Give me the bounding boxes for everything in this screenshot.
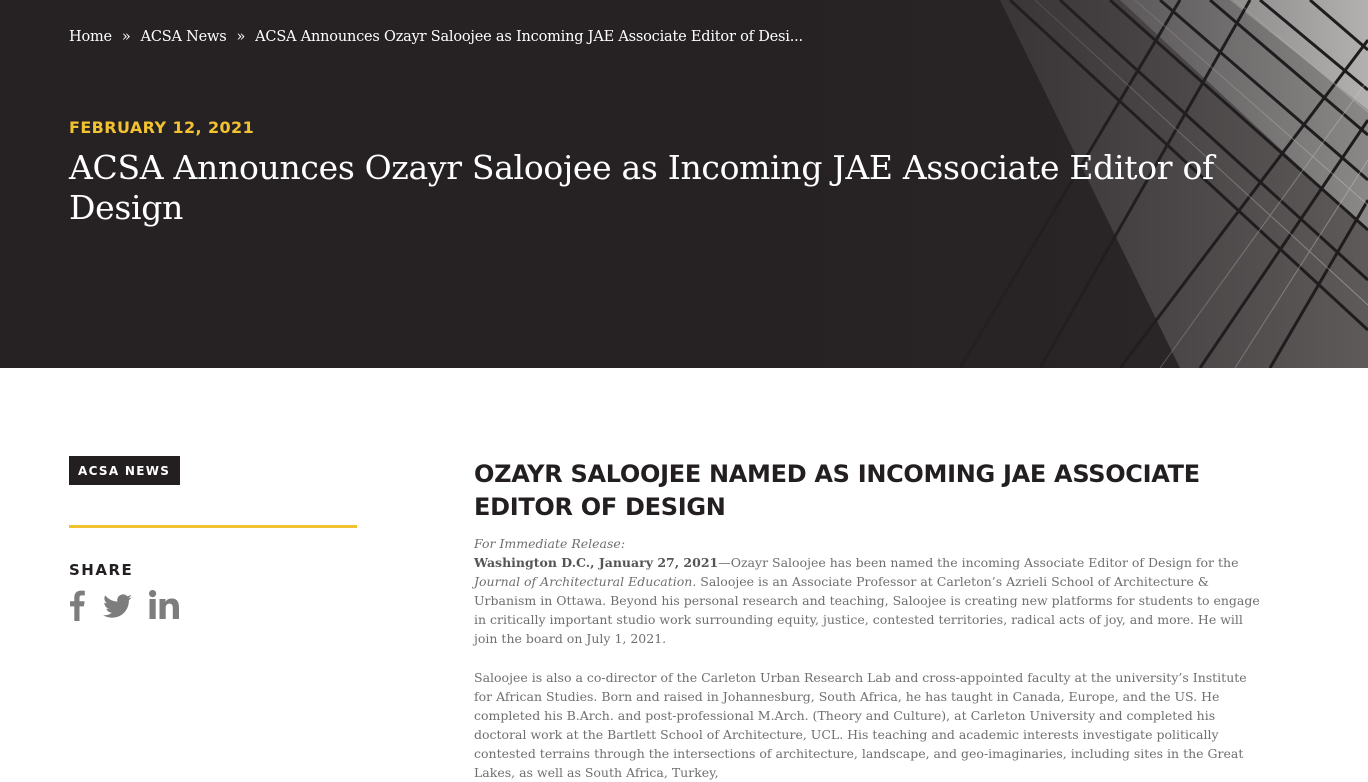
journal-title: Journal of Architectural Education	[474, 574, 693, 589]
article-paragraph: Saloojee is also a co-director of the Carleton Urban Research Lab and cross-appointed faculty at the university’s Institute for African Studies. Born and raised in Johannesburg, South Africa, he has taught in Canada, Europe, and the US. He completed his B.Arch. and post-professional M.Arch. (Theory and Culture), at Carleton University and completed his doctoral work at the Bartlett School of Architecture, UCL. His teaching and academic interests investigate politically contested terrains through the intersections of architecture, landscape, and geo-imaginaries, including sites in the Great Lakes, as well as South Africa, Turkey,	[474, 670, 1247, 780]
breadcrumb-separator: »	[236, 29, 246, 45]
paragraph-text: . Saloojee is an Associate Professor at Carleton’s Azrieli School of Architecture & Urbanism in Ottawa. Beyond his personal research and teaching, Saloojee is creating new platforms for students to engage in critically important studio work surrounding equity, justice, contested territories, radical acts of joy, and more. He will join the board on July 1, 2021.	[474, 574, 1260, 646]
twitter-icon	[102, 589, 133, 621]
breadcrumb-news-link[interactable]: ACSA News	[140, 29, 227, 45]
breadcrumb-current: ACSA Announces Ozayr Saloojee as Incoming JAE Associate Editor of Desi...	[255, 29, 803, 45]
article-body	[474, 456, 1264, 782]
dateline: Washington D.C., January 27, 2021	[474, 555, 719, 570]
article-heading: OZAYR SALOOJEE NAMED AS INCOMING JAE ASSOCIATE EDITOR OF DESIGN	[474, 460, 1200, 521]
linkedin-icon	[149, 589, 180, 621]
post-date: FEBRUARY 12, 2021	[69, 118, 255, 137]
release-label: For Immediate Release:	[474, 536, 626, 551]
paragraph-text: —Ozayr Saloojee has been named the incoming Associate Editor of Design for the	[718, 555, 1239, 570]
twitter-share-button[interactable]	[102, 589, 133, 623]
share-label: SHARE	[69, 561, 134, 579]
sidebar	[69, 456, 357, 579]
facebook-icon	[69, 589, 85, 621]
breadcrumb-home-link[interactable]: Home	[69, 29, 112, 45]
category-tag[interactable]: ACSA NEWS	[69, 456, 180, 485]
divider	[69, 525, 357, 528]
hero-banner	[0, 0, 1368, 368]
article-paragraph	[474, 553, 1264, 648]
breadcrumb-separator: »	[121, 29, 131, 45]
facebook-share-button[interactable]	[69, 589, 85, 623]
linkedin-share-button[interactable]	[149, 589, 180, 623]
breadcrumb	[69, 29, 803, 45]
page-title: ACSA Announces Ozayr Saloojee as Incoming JAE Associate Editor of Design	[69, 148, 1214, 227]
